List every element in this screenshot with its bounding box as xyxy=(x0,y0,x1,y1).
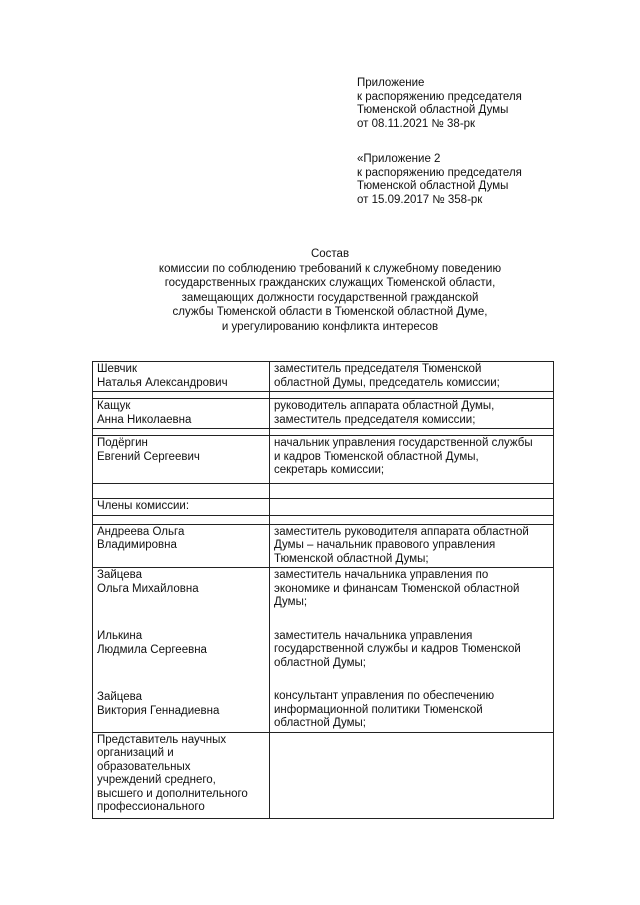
header-line: к распоряжению председателя xyxy=(357,90,522,103)
role-line: заместитель председателя Тюменской xyxy=(274,363,482,375)
table-row xyxy=(93,568,554,733)
member-surname: Шевчик xyxy=(97,363,137,375)
spacer-row xyxy=(93,484,554,499)
spacer-row xyxy=(93,429,554,436)
representative-line: высшего и дополнительного xyxy=(97,787,248,800)
member-surname: Илькина xyxy=(97,630,143,642)
role-line: областной Думы; xyxy=(274,717,366,729)
members-label: Члены комиссии: xyxy=(93,499,270,516)
member-role-cell xyxy=(270,362,554,392)
role-line: начальник управления государственной службы xyxy=(274,437,533,449)
representative-line: Представитель научных xyxy=(97,733,227,746)
table-row xyxy=(93,436,554,484)
role-line: областной Думы; xyxy=(274,656,366,669)
table-row xyxy=(93,399,554,429)
role-line: заместитель председателя комиссии; xyxy=(274,413,476,426)
gap xyxy=(274,610,549,630)
header-line: Тюменской областной Думы xyxy=(357,104,509,116)
table-row xyxy=(93,524,554,568)
header-line: «Приложение 2 xyxy=(357,153,441,165)
member-name-cell xyxy=(93,524,270,568)
member-surname: Кащук xyxy=(97,400,131,412)
title-line: замещающих должности государственной гражданской xyxy=(181,291,479,304)
title-heading: Состав xyxy=(310,248,350,260)
role-line: областной Думы, председатель комиссии; xyxy=(274,376,500,389)
member-given-names: Людмила Сергеевна xyxy=(97,643,207,656)
role-line: Думы; xyxy=(274,596,308,608)
empty-role-cell xyxy=(270,732,554,818)
role-line: Думы – начальник правового управления xyxy=(274,539,496,551)
title-line: и урегулированию конфликта интересов xyxy=(221,320,439,333)
header-line: от 08.11.2021 № 38-рк xyxy=(357,117,476,130)
title-line: комиссии по соблюдению требований к служебному поведению xyxy=(158,262,502,275)
member-name-cell xyxy=(93,362,270,392)
representative-line: организаций и xyxy=(97,747,174,759)
role-line: информационной политики Тюменской xyxy=(274,703,483,716)
appendix-header xyxy=(357,77,522,131)
representative-line: профессионального xyxy=(97,801,205,813)
role-line: консультант управления по обеспечению xyxy=(274,690,495,702)
member-role-cell xyxy=(270,399,554,429)
title-line: службы Тюменской области в Тюменской областной Думе, xyxy=(172,306,488,318)
appendix2-header xyxy=(357,153,522,207)
representative-cell xyxy=(93,732,270,818)
title-line: государственных гражданских служащих Тюменской области, xyxy=(164,277,496,289)
role-line: заместитель начальника управления по xyxy=(274,569,489,581)
member-role-cell xyxy=(270,568,554,733)
role-line: экономике и финансам Тюменской областной xyxy=(274,582,520,595)
role-line: заместитель руководителя аппарата областной xyxy=(274,525,529,538)
spacer-row xyxy=(93,392,554,399)
member-name-cell xyxy=(93,568,270,733)
spacer-row xyxy=(93,515,554,524)
role-line: заместитель начальника управления xyxy=(274,629,473,642)
member-given-names: Анна Николаевна xyxy=(97,413,192,426)
table-row xyxy=(93,732,554,818)
role-line: руководитель аппарата областной Думы, xyxy=(274,400,495,412)
gap xyxy=(97,596,265,630)
member-given-names: Ольга Михайловна xyxy=(97,582,199,595)
header-line: Приложение xyxy=(357,77,425,89)
members-label-row xyxy=(93,499,554,516)
table-row xyxy=(93,362,554,392)
member-surname: Андреева Ольга xyxy=(97,525,185,538)
member-surname: Зайцева xyxy=(97,569,142,581)
member-surname: Подёргин xyxy=(97,437,148,449)
document-title xyxy=(130,247,530,334)
member-given-names: Владимировна xyxy=(97,539,177,551)
role-line: Тюменской областной Думы; xyxy=(274,552,429,565)
role-line: государственной службы и кадров Тюменской xyxy=(274,643,521,655)
header-line: Тюменской областной Думы xyxy=(357,180,509,192)
gap xyxy=(274,670,549,690)
member-given-names: Виктория Геннадиевна xyxy=(97,704,220,717)
member-name-cell xyxy=(93,399,270,429)
gap xyxy=(97,657,265,691)
commission-table xyxy=(92,361,554,819)
member-role-cell xyxy=(270,436,554,484)
member-given-names: Наталья Александрович xyxy=(97,376,228,389)
header-line: к распоряжению председателя xyxy=(357,166,522,179)
member-name-cell xyxy=(93,436,270,484)
member-surname: Зайцева xyxy=(97,691,142,703)
role-line: и кадров Тюменской областной Думы, xyxy=(274,450,479,463)
role-line: секретарь комиссии; xyxy=(274,464,385,476)
header-line: от 15.09.2017 № 358-рк xyxy=(357,193,483,206)
member-given-names: Евгений Сергеевич xyxy=(97,450,200,463)
member-role-cell xyxy=(270,524,554,568)
representative-line: образовательных xyxy=(97,760,191,773)
representative-line: учреждений среднего, xyxy=(97,774,216,786)
